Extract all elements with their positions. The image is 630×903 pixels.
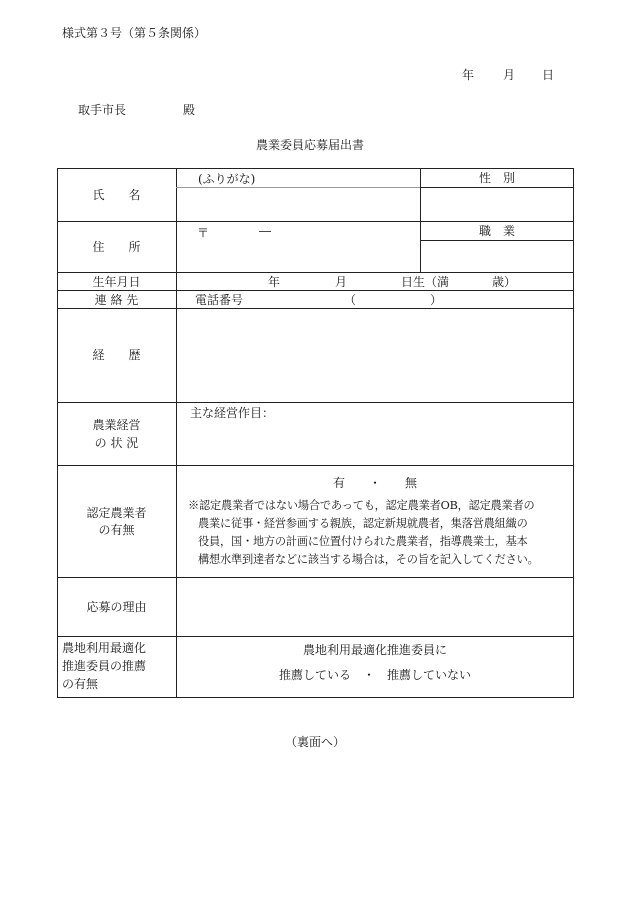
postal-dash: ―: [259, 224, 271, 238]
certified-note-line2: 農業に従事・経営参画する親族，認定新規就農者，集落営農組織の: [198, 517, 528, 530]
certified-note-line3: 役員，国・地方の計画に位置付けられた農業者，指導農業士，基本: [198, 535, 528, 548]
farming-label-line1: 農業経営: [92, 418, 141, 432]
farming-label-line2: の 状 況: [94, 436, 139, 450]
name-field[interactable]: [177, 188, 419, 220]
occupation-field[interactable]: [421, 241, 573, 271]
recommend-options[interactable]: 推薦している ・ 推薦していない: [278, 668, 471, 682]
birthdate-label: 生年月日: [92, 275, 141, 289]
occupation-label: 職 業: [478, 224, 515, 238]
document-title: 農業委員応募届出書: [256, 138, 365, 152]
reason-field[interactable]: [177, 578, 573, 635]
overleaf-note: （裏面へ）: [284, 735, 345, 749]
phone-paren-open: （: [344, 293, 357, 307]
birth-year-label: 年: [268, 275, 281, 289]
contact-label: 連 絡 先: [94, 293, 139, 307]
honorific: 殿: [183, 103, 196, 117]
gender-field[interactable]: [421, 188, 573, 220]
address-field[interactable]: [177, 240, 419, 271]
address-label: 住 所: [92, 240, 141, 254]
form-number: 様式第３号（第５条関係）: [62, 26, 207, 40]
addressee: 取手市長: [78, 103, 127, 117]
career-label: 経 歴: [92, 348, 141, 362]
main-crops-label: 主な経営作目：: [190, 406, 275, 420]
birth-month-label: 月: [335, 275, 348, 289]
career-field[interactable]: [177, 309, 573, 401]
certified-note-line1: ※認定農業者ではない場合であっても，認定農業者OB，認定農業者の: [188, 499, 535, 512]
date-day-label: 日: [542, 68, 555, 82]
certified-note-line4: 構想水準到達者などに該当する場合は，その旨を記入してください。: [198, 553, 539, 566]
phone-paren-close: ）: [430, 293, 443, 307]
recommend-text: 農地利用最適化推進委員に: [302, 643, 447, 657]
certified-label-line2: の有無: [98, 523, 135, 537]
birth-age-suffix: 歳）: [492, 275, 517, 289]
gender-label: 性 別: [478, 171, 515, 185]
date-year-label: 年: [462, 68, 475, 82]
reason-label: 応募の理由: [86, 600, 147, 614]
postal-mark: 〒: [197, 226, 210, 240]
recommend-label-line1: 農地利用最適化: [62, 641, 147, 655]
recommend-label-line2: 推進委員の推薦: [62, 659, 147, 673]
name-label: 氏 名: [92, 188, 141, 202]
birth-day-age-label: 日生（満: [401, 275, 450, 289]
date-month-label: 月: [503, 68, 516, 82]
phone-label: 電話番号: [195, 293, 244, 307]
recommend-label-line3: の有無: [62, 677, 99, 691]
certified-options[interactable]: 有 ・ 無: [332, 476, 417, 490]
certified-label-line1: 認定農業者: [86, 506, 147, 520]
furigana-label: (ふりがな): [198, 172, 256, 186]
